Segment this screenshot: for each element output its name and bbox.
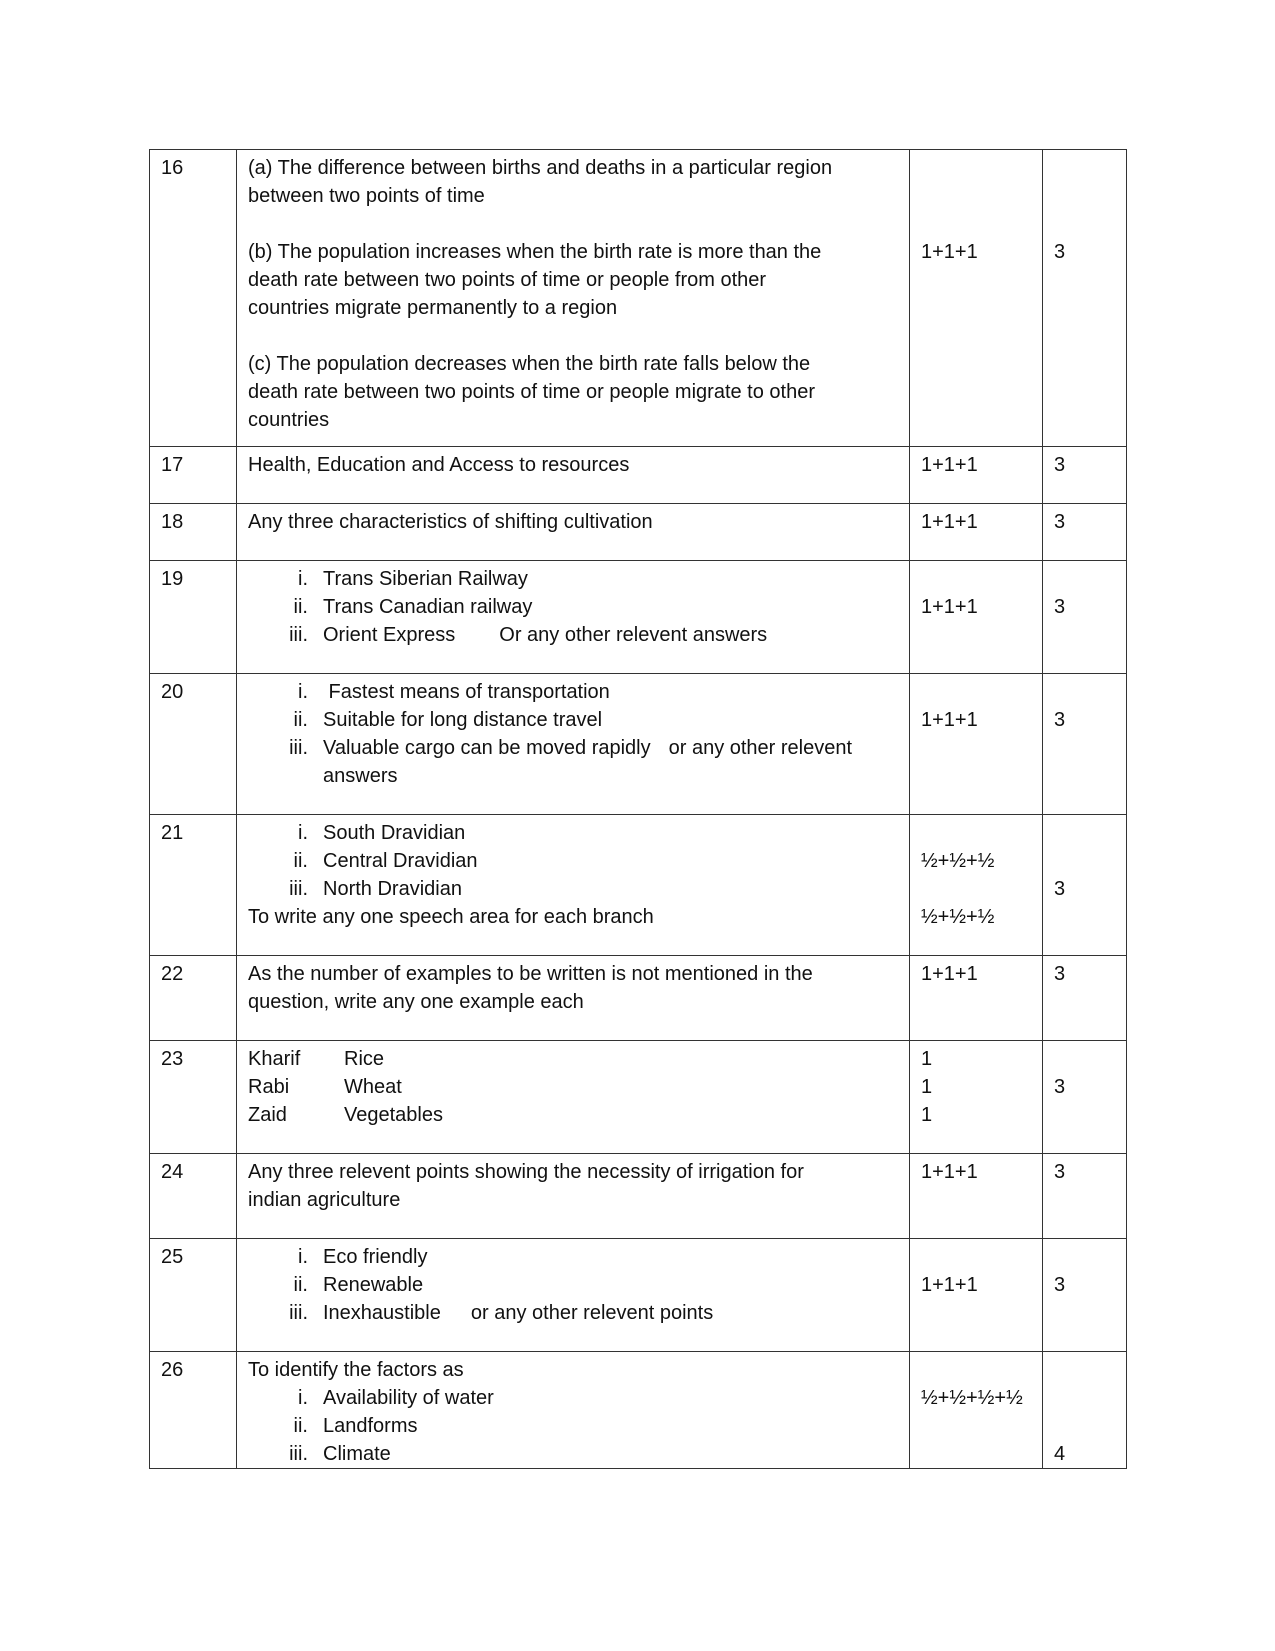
list-item: ii. Suitable for long distance travel: [293, 709, 603, 731]
answer-line: death rate between two points of time or people migrate to other: [248, 381, 816, 403]
answer-cell: [237, 1041, 910, 1154]
question-number: 19: [150, 561, 237, 674]
marks-split-cell: [910, 561, 1043, 674]
total-marks: 3: [1054, 1076, 1066, 1098]
answer-line: countries migrate permanently to a region: [248, 297, 618, 319]
total-marks-cell: [1043, 561, 1127, 674]
list-item: iii. North Dravidian: [289, 878, 462, 900]
table-row: [150, 504, 1127, 561]
answer-line: Any three relevent points showing the necessity of irrigation for: [248, 1161, 804, 1183]
total-marks-cell: [1043, 1239, 1127, 1352]
list-item: iii. Orient Express Or any other relevent answers: [289, 624, 768, 646]
list-item: i. Fastest means of transportation: [298, 681, 610, 703]
list-item: ii. Central Dravidian: [293, 850, 478, 872]
marks-split: 1+1+1: [910, 956, 1043, 1041]
total-marks: 3: [1043, 447, 1127, 504]
list-item: i. South Dravidian: [298, 822, 466, 844]
total-marks: 3: [1043, 1154, 1127, 1239]
answer-cell: [237, 956, 910, 1041]
list-item: i. Availability of water: [298, 1387, 494, 1409]
answer-line: indian agriculture: [248, 1189, 401, 1211]
marks-split: ½+½+½: [921, 850, 995, 872]
table-row: [150, 1154, 1127, 1239]
marks-split: 1+1+1: [921, 596, 978, 618]
answer-line: To identify the factors as: [248, 1359, 464, 1381]
answer-cell: [237, 561, 910, 674]
total-marks: 3: [1054, 596, 1066, 618]
answer-line: question, write any one example each: [248, 991, 584, 1013]
table-row: [150, 447, 1127, 504]
roman-list: [248, 565, 899, 649]
answer-cell: [237, 815, 910, 956]
table-row: [150, 674, 1127, 815]
question-number: 21: [150, 815, 237, 956]
total-marks: 3: [1043, 504, 1127, 561]
question-number: 25: [150, 1239, 237, 1352]
answer-line: countries: [248, 409, 330, 431]
list-item: i. Trans Siberian Railway: [298, 568, 528, 590]
answer-line: between two points of time: [248, 185, 485, 207]
roman-list: [248, 1243, 899, 1327]
marks-split-cell: [910, 1239, 1043, 1352]
question-number: 26: [150, 1352, 237, 1469]
marks-split-cell: [910, 150, 1043, 447]
marks-split: 1: [921, 1104, 933, 1126]
question-number: 18: [150, 504, 237, 561]
table-row: [150, 1239, 1127, 1352]
table-row: [150, 815, 1127, 956]
answer-cell: Health, Education and Access to resources: [237, 447, 910, 504]
list-item: ii. Renewable: [293, 1274, 424, 1296]
roman-list: [248, 819, 899, 903]
question-number: 22: [150, 956, 237, 1041]
table-row: [150, 561, 1127, 674]
marks-split: 1+1+1: [910, 504, 1043, 561]
question-number: 23: [150, 1041, 237, 1154]
list-item: iii. Climate: [289, 1443, 391, 1465]
marks-split: 1+1+1: [910, 1154, 1043, 1239]
total-marks-cell: [1043, 150, 1127, 447]
question-number: 24: [150, 1154, 237, 1239]
list-item: i. Eco friendly: [298, 1246, 428, 1268]
answer-cell: Any three characteristics of shifting cultivation: [237, 504, 910, 561]
marks-split-cell: [910, 674, 1043, 815]
answer-line: To write any one speech area for each branch: [248, 906, 654, 928]
answer-cell: [237, 1239, 910, 1352]
list-item: ii. Trans Canadian railway: [293, 596, 533, 618]
total-marks-cell: [1043, 815, 1127, 956]
answer-line: (b) The population increases when the birth rate is more than the: [248, 241, 822, 263]
total-marks-cell: [1043, 674, 1127, 815]
total-marks: 4: [1054, 1443, 1066, 1465]
marks-split: 1+1+1: [921, 709, 978, 731]
question-number: 17: [150, 447, 237, 504]
season-crop-pair: Zaid Vegetables: [248, 1104, 443, 1126]
list-item: iii. Inexhaustible or any other relevent points: [289, 1302, 714, 1324]
total-marks: 3: [1054, 709, 1066, 731]
roman-list: [248, 678, 899, 790]
answer-line: As the number of examples to be written is not mentioned in the: [248, 963, 813, 985]
list-item: iii. Valuable cargo can be moved rapidly or any other relevent: [289, 737, 853, 759]
marks-split-cell: [910, 1041, 1043, 1154]
roman-list: [248, 1384, 899, 1468]
list-item-wrap: answers: [323, 765, 398, 787]
answer-line: (a) The difference between births and deaths in a particular region: [248, 157, 833, 179]
table-row: [150, 956, 1127, 1041]
answer-cell: [237, 674, 910, 815]
season-crop-pair: Rabi Wheat: [248, 1076, 402, 1098]
table-row: [150, 1041, 1127, 1154]
marks-split: 1: [921, 1048, 933, 1070]
marks-split-cell: [910, 815, 1043, 956]
table-row: [150, 150, 1127, 447]
total-marks: 3: [1054, 1274, 1066, 1296]
answer-line: (c) The population decreases when the birth rate falls below the: [248, 353, 811, 375]
marks-split: 1+1+1: [921, 241, 978, 263]
marks-split: 1+1+1: [921, 1274, 978, 1296]
list-item: ii. Landforms: [293, 1415, 418, 1437]
answer-cell: [237, 1352, 910, 1469]
total-marks-cell: [1043, 1041, 1127, 1154]
table-row: [150, 1352, 1127, 1469]
marking-scheme-table: [149, 149, 1127, 1469]
marks-split: 1: [921, 1076, 933, 1098]
marks-split: 1+1+1: [910, 447, 1043, 504]
total-marks: 3: [1043, 956, 1127, 1041]
answer-cell: [237, 150, 910, 447]
answer-line: death rate between two points of time or people from other: [248, 269, 767, 291]
question-number: 20: [150, 674, 237, 815]
total-marks-cell: [1043, 1352, 1127, 1469]
question-number: 16: [150, 150, 237, 447]
marks-split: ½+½+½: [921, 906, 995, 928]
total-marks: 3: [1054, 878, 1066, 900]
marks-split: ½+½+½+½: [921, 1387, 1023, 1409]
answer-cell: [237, 1154, 910, 1239]
season-crop-pair: Kharif Rice: [248, 1048, 385, 1070]
total-marks: 3: [1054, 241, 1066, 263]
marks-split-cell: [910, 1352, 1043, 1469]
